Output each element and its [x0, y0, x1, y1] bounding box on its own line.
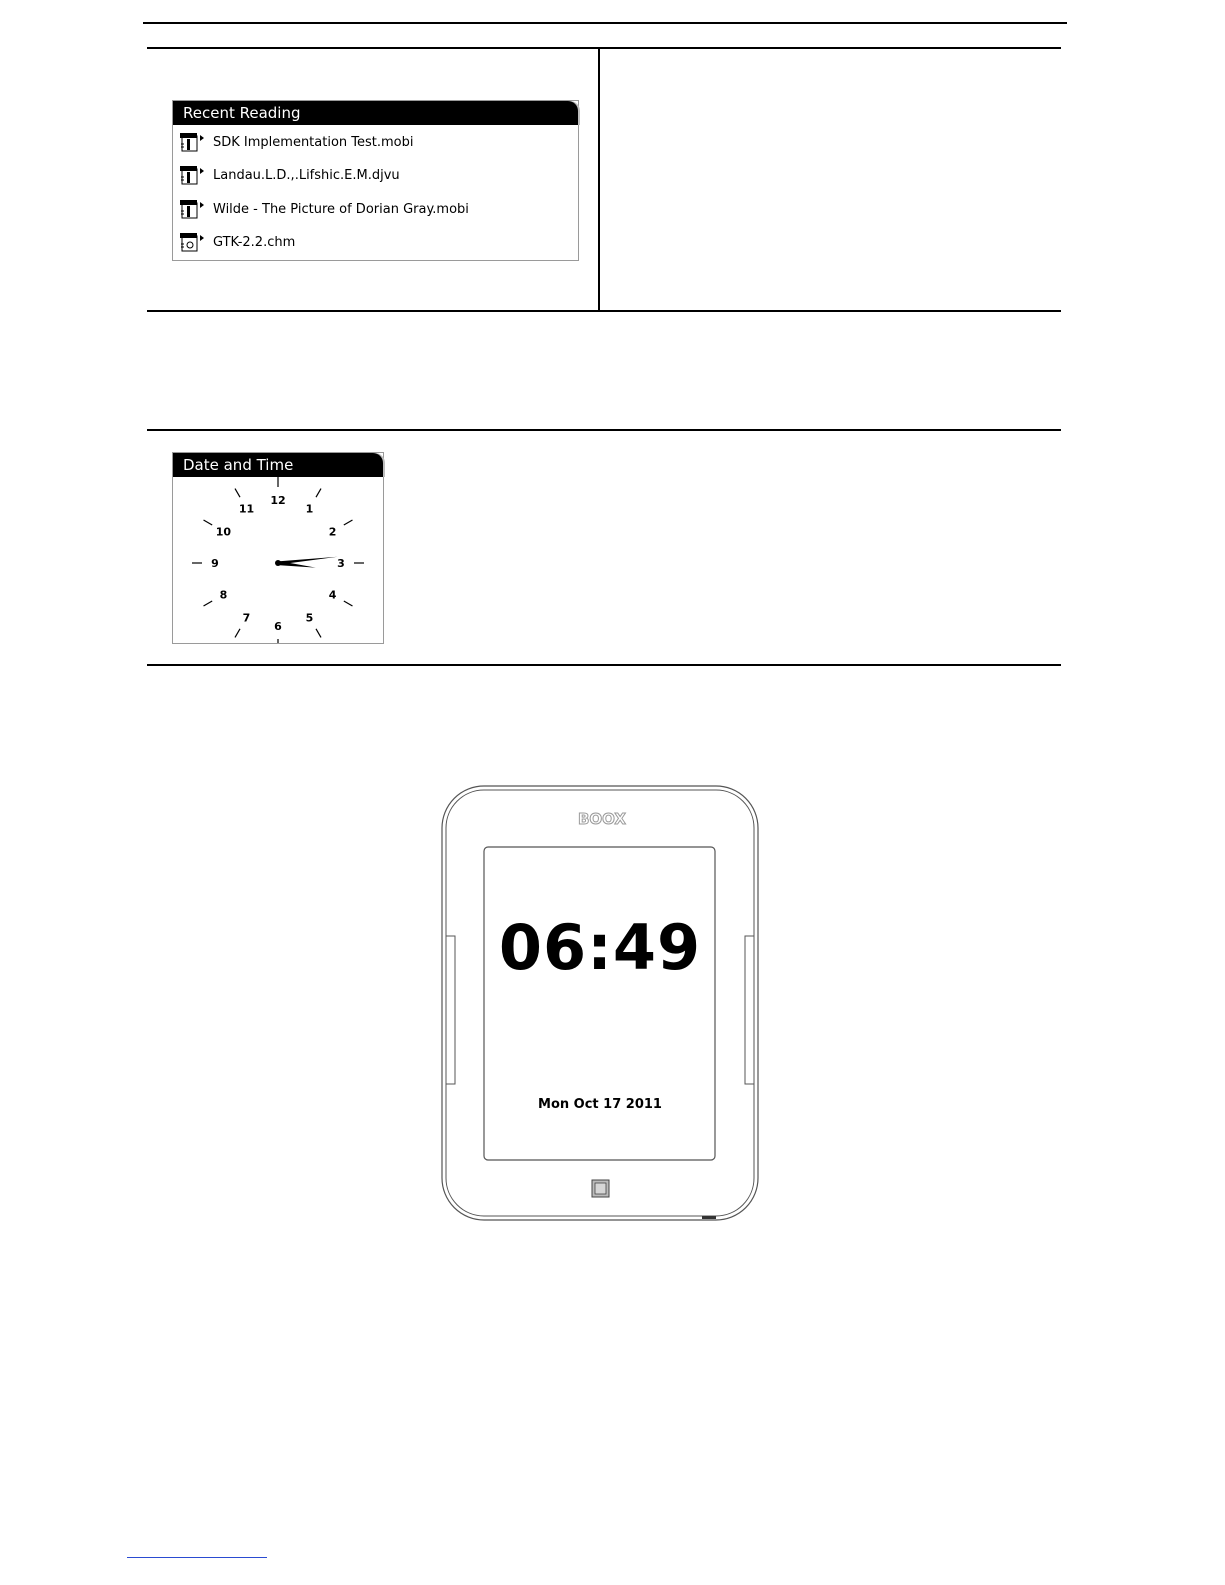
- clock-number: 6: [274, 620, 282, 633]
- mobi-book-icon: [179, 198, 205, 220]
- mobi-book-icon: [179, 131, 205, 153]
- clock-tick: [316, 489, 321, 498]
- recent-reading-widget: [172, 100, 579, 261]
- clock-number: 11: [238, 502, 255, 516]
- recent-item-name: SDK Implementation Test.mobi: [213, 134, 414, 150]
- date-time-title: Date and Time: [173, 453, 383, 477]
- clock-tick: [204, 601, 213, 606]
- clock-tick: [235, 489, 240, 498]
- recent-item-name: Landau.L.D.,.Lifshic.E.M.djvu: [213, 167, 400, 183]
- clock-minute-hand: [278, 557, 338, 565]
- clock-number: 7: [242, 611, 251, 625]
- date-time-widget: [172, 452, 384, 644]
- table-divider: [598, 47, 600, 311]
- recent-item[interactable]: [179, 227, 295, 257]
- table-rule-3: [147, 429, 1061, 431]
- table-rule-2: [147, 310, 1061, 312]
- clock-tick: [204, 520, 213, 525]
- brand-logo: BOOX: [578, 810, 626, 828]
- djvu-book-icon: [179, 164, 205, 186]
- clock-number: 5: [305, 611, 314, 625]
- clock-tick: [235, 629, 240, 638]
- boox-device-illustration: [440, 784, 760, 1224]
- chm-book-icon: [179, 231, 205, 253]
- clock-number: 1: [305, 502, 314, 516]
- device-time-display: 06:49: [498, 911, 702, 984]
- analog-clock: [173, 477, 383, 643]
- table-rule-1: [147, 47, 1061, 49]
- clock-tick: [316, 629, 321, 638]
- top-rule: [143, 22, 1067, 24]
- clock-tick: [344, 601, 353, 606]
- recent-item[interactable]: [179, 127, 414, 157]
- clock-number: 3: [337, 557, 345, 570]
- recent-item[interactable]: [179, 160, 400, 190]
- clock-number: 2: [328, 525, 337, 539]
- recent-item[interactable]: [179, 194, 469, 224]
- clock-center: [275, 560, 281, 566]
- clock-number: 12: [270, 494, 286, 507]
- clock-number: 8: [219, 588, 228, 602]
- device-date-display: Mon Oct 17 2011: [538, 1097, 662, 1112]
- clock-number: 10: [215, 525, 232, 539]
- recent-item-name: Wilde - The Picture of Dorian Gray.mobi: [213, 201, 469, 217]
- clock-number: 4: [328, 588, 337, 602]
- table-rule-4: [147, 664, 1061, 666]
- clock-number: 9: [211, 557, 219, 570]
- recent-item-name: GTK-2.2.chm: [213, 234, 296, 250]
- footnote-rule: [127, 1557, 267, 1558]
- recent-reading-title: Recent Reading: [173, 101, 578, 125]
- clock-tick: [344, 520, 353, 525]
